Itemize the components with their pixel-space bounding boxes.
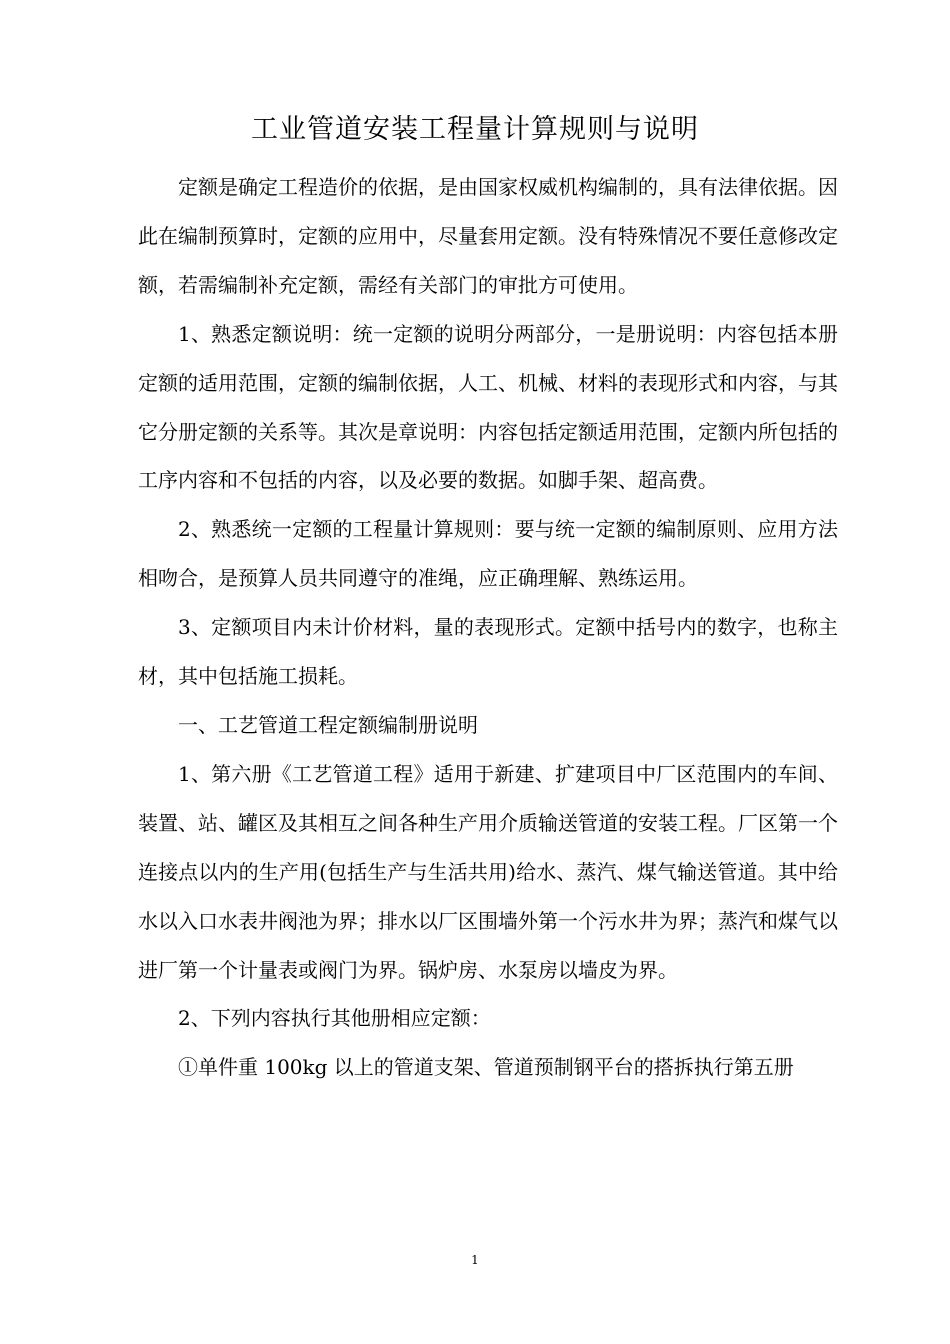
- paragraph-item-1: ①单件重 100kg 以上的管道支架、管道预制钢平台的搭拆执行第五册: [178, 1055, 794, 1080]
- paragraph-quota-description: 1、熟悉定额说明：统一定额的说明分两部分，一是册说明：内容包括本册定额的适用范围，定额的编制依据，人工、机械、材料的表现形式和内容，与其它分册定额的关系等。其次是章说明：内容包括定额适用范围，定额内所包括的工序内容和不包括的内容，以及必要的数据。如脚手架、超高费。: [138, 321, 838, 493]
- section-heading-process-pipeline: 一、工艺管道工程定额编制册说明: [178, 712, 478, 737]
- paragraph-other-volumes: 2、下列内容执行其他册相应定额：: [178, 1006, 491, 1031]
- page-number: 1: [471, 1253, 479, 1267]
- paragraph-scope: 1、第六册《工艺管道工程》适用于新建、扩建项目中厂区范围内的车间、装置、站、罐区及其相互之间各种生产用介质输送管道的安装工程。厂区第一个连接点以内的生产用(包括生产与生活共用)给水、蒸汽、煤气输送管道。其中给水以入口水表井阀池为界；排水以厂区围墙外第一个污水井为界；蒸汽和煤气以进厂第一个计量表或阀门为界。锅炉房、水泵房以墙皮为界。: [138, 761, 838, 982]
- paragraph-intro: 定额是确定工程造价的依据，是由国家权威机构编制的，具有法律依据。因此在编制预算时，定额的应用中，尽量套用定额。没有特殊情况不要任意修改定额，若需编制补充定额，需经有关部门的审批方可使用。: [138, 175, 838, 297]
- document-body: [138, 163, 838, 1092]
- paragraph-unpriced-materials: 3、定额项目内未计价材料，量的表现形式。定额中括号内的数字，也称主材，其中包括施工损耗。: [138, 615, 838, 689]
- paragraph-calculation-rules: 2、熟悉统一定额的工程量计算规则：要与统一定额的编制原则、应用方法相吻合，是预算人员共同遵守的准绳，应正确理解、熟练运用。: [138, 517, 838, 591]
- document-title: 工业管道安装工程量计算规则与说明: [251, 114, 699, 145]
